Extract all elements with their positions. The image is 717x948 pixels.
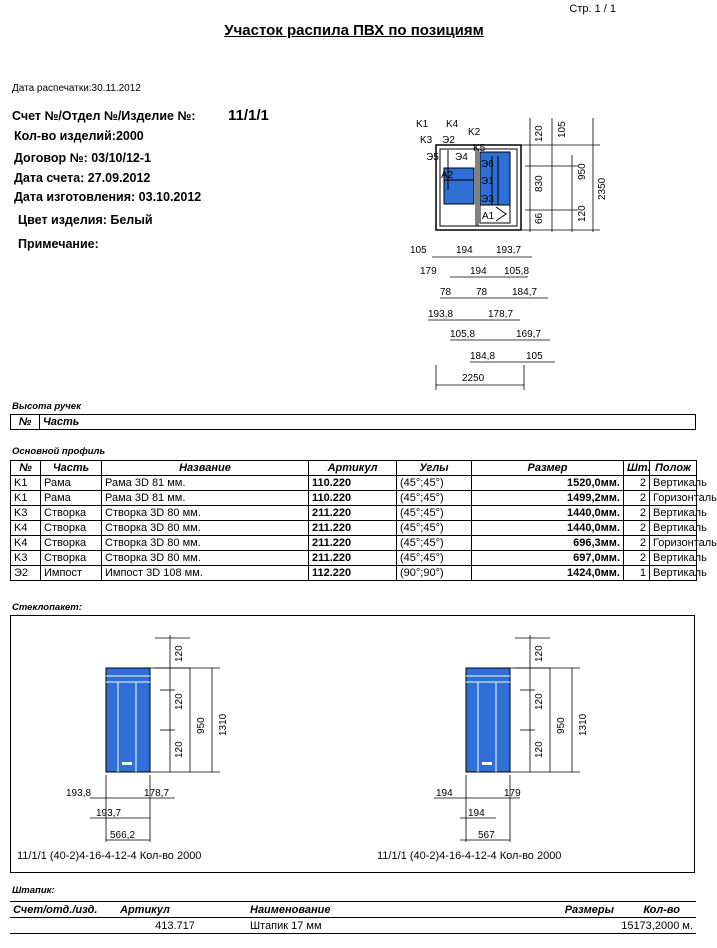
cell-article: 211.220 (309, 536, 397, 551)
profile-header-position: Полож (650, 461, 697, 476)
glass2-vdim-120-b: 120 (534, 693, 545, 710)
hdim-184-7: 184,7 (512, 287, 538, 298)
profile-header-article: Артикул (309, 461, 397, 476)
hdim-105-a: 105 (410, 245, 427, 256)
cell-qty: 2 (624, 536, 650, 551)
cell-part: Рама (41, 491, 102, 506)
glass-section-label: Стеклопакет: (12, 602, 82, 613)
cell-no: Э2 (11, 566, 41, 581)
page-number: Стр. 1 / 1 (569, 3, 616, 15)
cell-name: Импост 3D 108 мм. (102, 566, 309, 581)
cell-qty: 1 (624, 566, 650, 581)
hdim-178-7: 178,7 (488, 309, 514, 320)
handles-header-part: Часть (40, 415, 696, 430)
cell-part: Створка (41, 506, 102, 521)
glass1-vdim-120-a: 120 (174, 645, 185, 662)
label-k2: K2 (468, 127, 481, 138)
cell-angles: (45°;45°) (397, 521, 472, 536)
glass1-vdim-120-b: 120 (174, 693, 185, 710)
cell-name: Створка 3D 80 мм. (102, 536, 309, 551)
cell-article: 211.220 (309, 551, 397, 566)
handles-header-no: № (11, 415, 40, 430)
glass1-vdim-120-c: 120 (174, 741, 185, 758)
invoice-date: Дата счета: 27.09.2012 (14, 171, 151, 185)
label-k4: K4 (446, 119, 459, 130)
cell-name: Створка 3D 80 мм. (102, 506, 309, 521)
glass2-hdim-179: 179 (504, 788, 521, 799)
product-color: Цвет изделия: Белый (18, 213, 153, 227)
hdim-169-7: 169,7 (516, 329, 542, 340)
cell-angles: (45°;45°) (397, 506, 472, 521)
table-row (11, 476, 697, 491)
cell-part: Рама (41, 476, 102, 491)
contract-number: Договор №: 03/10/12-1 (14, 151, 151, 165)
cell-size: 1440,0мм. (472, 506, 624, 521)
hdim-2250: 2250 (462, 373, 485, 384)
vdim-2350: 2350 (597, 177, 608, 200)
cell-size: 1424,0мм. (472, 566, 624, 581)
bead-cell-article: 413.717 (110, 918, 240, 934)
glass2-vdim-120-a: 120 (534, 645, 545, 662)
vdim-120-top: 120 (534, 125, 545, 142)
cell-position: Вертикаль (650, 551, 697, 566)
cell-angles: (45°;45°) (397, 536, 472, 551)
cell-size: 1440,0мм. (472, 521, 624, 536)
profile-header-name: Название (102, 461, 309, 476)
glass2-vdim-120-c: 120 (534, 741, 545, 758)
page-title: Участок распила ПВХ по позициям (224, 22, 484, 39)
quantity: Кол-во изделий:2000 (14, 129, 144, 143)
label-a2: A2 (441, 170, 454, 181)
cell-position: Вертикаль (650, 476, 697, 491)
label-e4: Э4 (455, 152, 468, 163)
glass-panel-2 (420, 630, 620, 850)
cell-no: K4 (11, 536, 41, 551)
table-row (11, 551, 697, 566)
label-e1: Э1 (481, 176, 494, 187)
profile-section-label: Основной профиль (12, 446, 106, 457)
cell-article: 211.220 (309, 521, 397, 536)
cell-name: Рама 3D 81 мм. (102, 491, 309, 506)
cell-size: 697,0мм. (472, 551, 624, 566)
manufacture-date: Дата изготовления: 03.10.2012 (14, 190, 202, 204)
label-e6: Э6 (481, 159, 494, 170)
profile-header-qty: Шт. (624, 461, 650, 476)
glass2-hdim-567: 567 (478, 830, 495, 841)
vdim-950: 950 (577, 163, 588, 180)
hdim-193-7-a: 193,7 (496, 245, 522, 256)
glass1-hdim-193-7: 193,7 (96, 808, 122, 819)
cell-article: 112.220 (309, 566, 397, 581)
cell-qty: 2 (624, 476, 650, 491)
hdim-184-8: 184,8 (470, 351, 496, 362)
glass1-caption: 11/1/1 (40-2)4-16-4-12-4 Кол-во 2000 (17, 850, 202, 862)
label-e3: Э3 (481, 194, 494, 205)
cell-article: 211.220 (309, 506, 397, 521)
bead-section-label: Штапик: (12, 885, 55, 896)
glass2-vdim-1310: 1310 (578, 713, 589, 736)
profile-header-row (11, 461, 697, 476)
bead-cell-order (10, 918, 110, 934)
hdim-179: 179 (420, 266, 437, 277)
bead-header-row (10, 902, 696, 918)
hdim-78-a: 78 (440, 287, 452, 298)
hdim-105-b: 105 (526, 351, 543, 362)
glass1-hdim-178-7: 178,7 (144, 788, 170, 799)
vdim-120-bottom: 120 (577, 205, 588, 222)
table-row (11, 521, 697, 536)
label-k1: K1 (416, 119, 429, 130)
label-e5: Э5 (426, 152, 439, 163)
window-drawing (400, 110, 700, 395)
vdim-105: 105 (557, 121, 568, 138)
bead-table (10, 901, 696, 934)
glass-panel-1 (60, 630, 260, 850)
label-k5: K5 (473, 143, 486, 154)
cell-angles: (45°;45°) (397, 476, 472, 491)
hdim-105-8-a: 105,8 (504, 266, 530, 277)
cell-no: K3 (11, 551, 41, 566)
cell-no: K1 (11, 476, 41, 491)
cell-no: K4 (11, 521, 41, 536)
table-row (11, 566, 697, 581)
cell-angles: (90°;90°) (397, 566, 472, 581)
glass2-hdim-194-a: 194 (436, 788, 453, 799)
order-number: 11/1/1 (228, 107, 269, 124)
order-label: Счет №/Отдел №/Изделие №: (12, 109, 196, 123)
bead-header-order: Счет/отд./изд. (10, 902, 110, 918)
cell-name: Рама 3D 81 мм. (102, 476, 309, 491)
bead-cell-name: Штапик 17 мм (240, 918, 525, 934)
cell-size: 1520,0мм. (472, 476, 624, 491)
cell-name: Створка 3D 80 мм. (102, 551, 309, 566)
print-date: Дата распечатки:30.11.2012 (12, 83, 141, 94)
cell-part: Створка (41, 521, 102, 536)
profile-header-angles: Углы (397, 461, 472, 476)
cell-article: 110.220 (309, 476, 397, 491)
profile-table (10, 460, 717, 581)
glass1-vdim-950: 950 (196, 717, 207, 734)
note-label: Примечание: (18, 237, 99, 251)
table-row (10, 918, 696, 934)
cell-name: Створка 3D 80 мм. (102, 521, 309, 536)
cell-qty: 2 (624, 491, 650, 506)
hdim-194-a: 194 (456, 245, 473, 256)
bead-header-qty: Кол-во (617, 902, 696, 918)
vdim-830: 830 (534, 175, 545, 192)
cell-position: Вертикаль (650, 506, 697, 521)
cell-no: K3 (11, 506, 41, 521)
label-e2: Э2 (442, 135, 455, 146)
profile-header-part: Часть (41, 461, 102, 476)
cell-size: 1499,2мм. (472, 491, 624, 506)
hdim-78-b: 78 (476, 287, 488, 298)
cell-qty: 2 (624, 506, 650, 521)
handles-section-label: Высота ручек (12, 401, 81, 412)
cell-article: 110.220 (309, 491, 397, 506)
glass2-vdim-950: 950 (556, 717, 567, 734)
table-row (11, 506, 697, 521)
cell-part: Импост (41, 566, 102, 581)
cell-no: K1 (11, 491, 41, 506)
cell-position: Горизонталь (650, 536, 697, 551)
profile-header-size: Размер (472, 461, 624, 476)
vdim-66: 66 (534, 212, 545, 224)
table-row (11, 491, 697, 506)
glass1-vdim-1310: 1310 (218, 713, 229, 736)
bead-header-article: Артикул (110, 902, 240, 918)
cell-position: Горизонталь (650, 491, 697, 506)
cell-angles: (45°;45°) (397, 491, 472, 506)
hdim-193-8: 193,8 (428, 309, 454, 320)
cell-size: 696,3мм. (472, 536, 624, 551)
hdim-194-b: 194 (470, 266, 487, 277)
bead-cell-qty: 15173,2000 м. (617, 918, 696, 934)
cell-part: Створка (41, 536, 102, 551)
bead-header-sizes: Размеры (525, 902, 617, 918)
bead-cell-sizes (525, 918, 617, 934)
cell-part: Створка (41, 551, 102, 566)
bead-header-name: Наименование (240, 902, 525, 918)
hdim-105-8-b: 105,8 (450, 329, 476, 340)
handles-table (10, 414, 696, 430)
cell-qty: 2 (624, 521, 650, 536)
glass2-caption: 11/1/1 (40-2)4-16-4-12-4 Кол-во 2000 (377, 850, 562, 862)
label-k3: K3 (420, 135, 433, 146)
glass2-hdim-194-b: 194 (468, 808, 485, 819)
table-row (11, 536, 697, 551)
cell-position: Вертикаль (650, 566, 697, 581)
profile-header-no: № (11, 461, 41, 476)
cell-position: Вертикаль (650, 521, 697, 536)
glass1-hdim-566-2: 566,2 (110, 830, 136, 841)
label-a1: A1 (482, 211, 495, 222)
cell-qty: 2 (624, 551, 650, 566)
glass1-hdim-193-8: 193,8 (66, 788, 92, 799)
cell-angles: (45°;45°) (397, 551, 472, 566)
